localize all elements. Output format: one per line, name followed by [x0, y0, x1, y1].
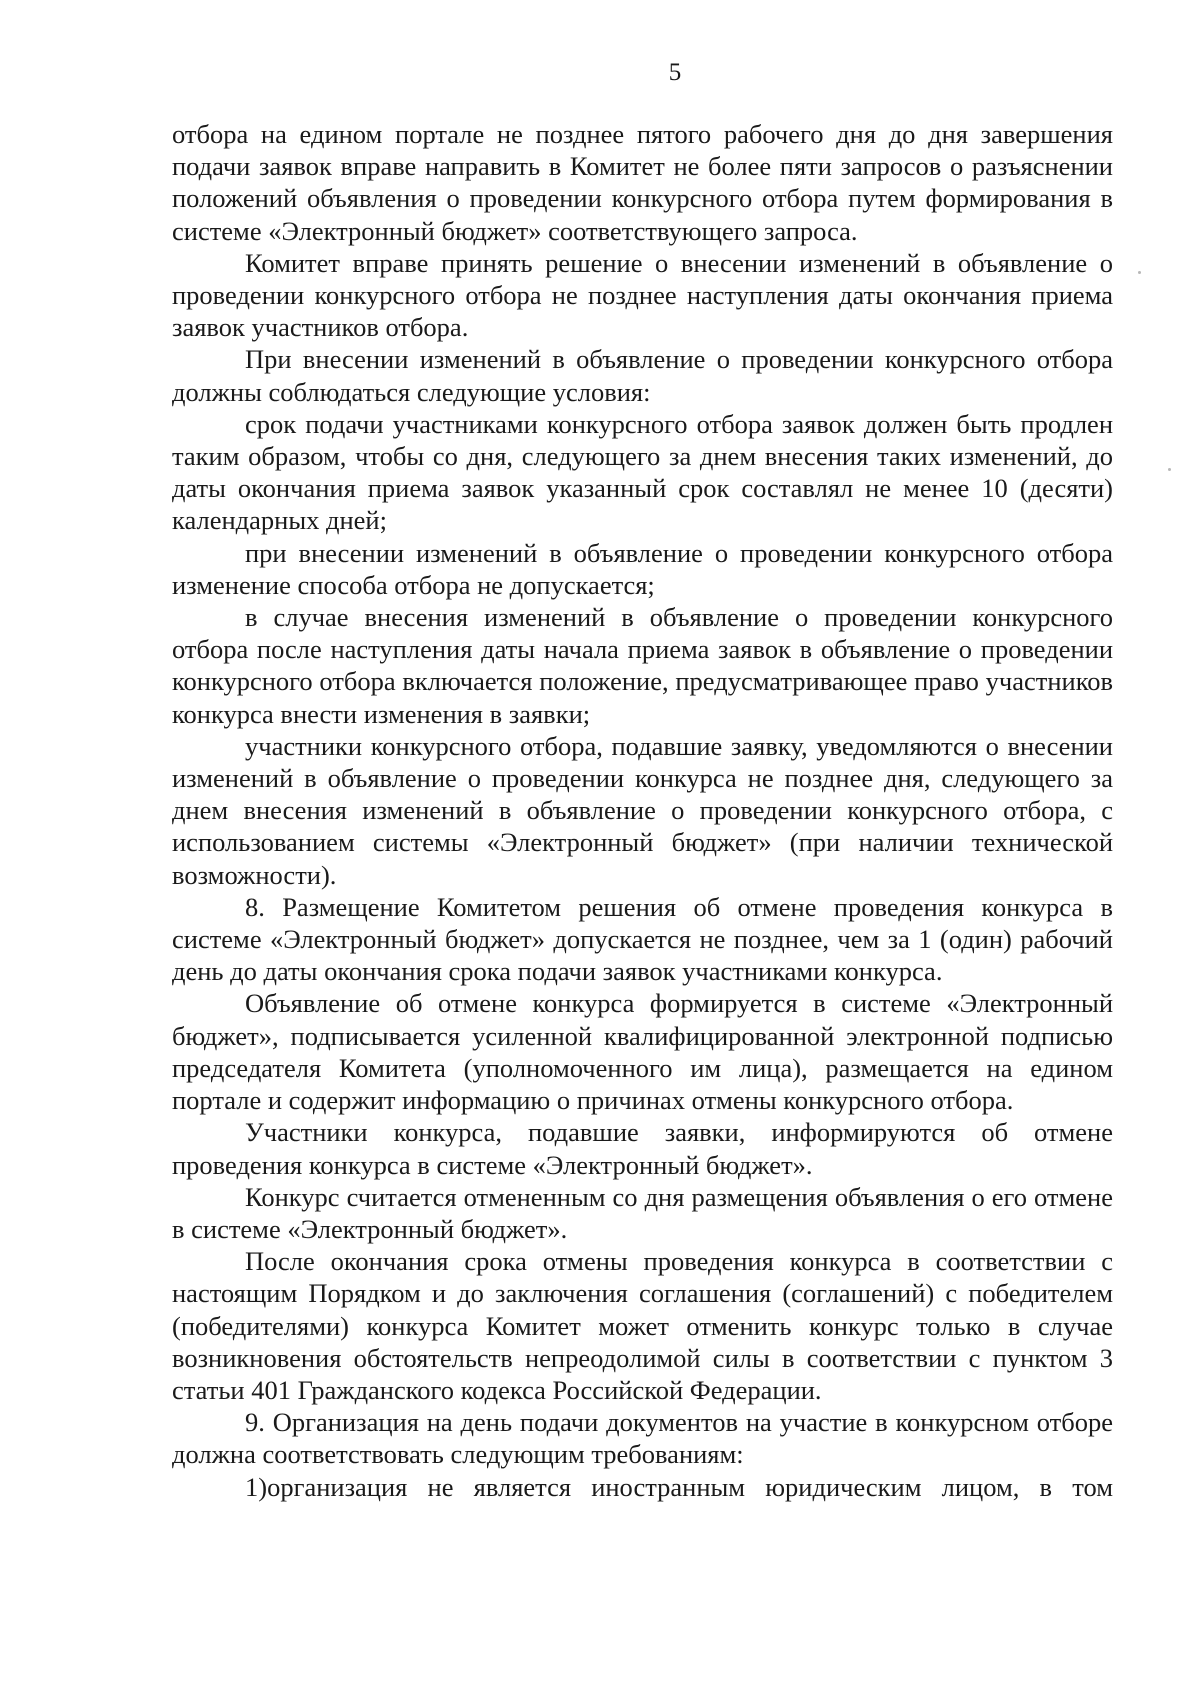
paragraph-announcement-changes: Комитет вправе принять решение о внесении изменений в объявление о проведении конкурсного отбора не позднее наступления даты окончания приема заявок участников отбора.	[172, 247, 1113, 343]
paragraph-condition-notification: участники конкурсного отбора, подавшие заявку, уведомляются о внесении изменений в объявление о проведении конкурса не позднее дня, следующего за днем внесения изменений в объявление о проведении конкурсного отбора, с использованием системы «Электронный бюджет» (при наличии технической возможности).	[172, 730, 1113, 890]
page-number: 5	[668, 59, 682, 86]
paragraph-participants-informed: Участники конкурса, подавшие заявки, информируются об отмене проведения конкурса в системе «Электронный бюджет».	[172, 1117, 1113, 1180]
scan-speck	[1168, 468, 1171, 471]
paragraph-requirement-1: 1)организация не является иностранным юридическим лицом, в том	[245, 1471, 1113, 1502]
paragraph-force-majeure: После окончания срока отмены проведения конкурса в соответствии с настоящим Порядком и до заключения соглашения (соглашений) с победителем (победителями) конкурса Комитет может отменить конкурс только в случае возникновения обстоятельств непреодолимой силы в соответствии с пунктом 3 статьи 401 Гражданского кодекса Российской Федерации.	[172, 1246, 1113, 1405]
document-body	[172, 118, 1113, 1503]
paragraph-condition-deadline: срок подачи участниками конкурсного отбора заявок должен быть продлен таким образом, чтобы со дня, следующего за днем внесения таких изменений, до даты окончания приема заявок указанный срок составлял не менее 10 (десяти) календарных дней;	[172, 408, 1113, 536]
paragraph-condition-method: при внесении изменений в объявление о проведении конкурсного отбора изменение способа отбора не допускается;	[172, 537, 1113, 600]
paragraph-change-conditions: При внесении изменений в объявление о проведении конкурсного отбора должны соблюдаться следующие условия:	[172, 344, 1113, 407]
paragraph-cancellation-announcement: Объявление об отмене конкурса формируется в системе «Электронный бюджет», подписывается усиленной квалифицированной электронной подписью председателя Комитета (уполномоченного им лица), размещается на едином портале и содержит информацию о причинах отмены конкурсного отбора.	[172, 988, 1113, 1116]
paragraph-section-9: 9. Организация на день подачи документов на участие в конкурсном отборе должна соответствовать следующим требованиям:	[172, 1407, 1113, 1470]
scan-speck	[1138, 271, 1141, 274]
paragraph-section-8: 8. Размещение Комитетом решения об отмене проведения конкурса в системе «Электронный бюджет» допускается не позднее, чем за 1 (один) рабочий день до даты окончания срока подачи заявок участниками конкурса.	[172, 891, 1113, 987]
paragraph-condition-amend-applications: в случае внесения изменений в объявление о проведении конкурсного отбора после наступления даты начала приема заявок в объявление о проведении конкурсного отбора включается положение, предусматривающее право участников конкурса внести изменения в заявки;	[172, 602, 1113, 729]
paragraph-continuation: отбора на едином портале не позднее пятого рабочего дня до дня завершения подачи заявок вправе направить в Комитет не более пяти запросов о разъяснении положений объявления о проведении конкурсного отбора путем формирования в системе «Электронный бюджет» соответствующего запроса.	[172, 119, 1113, 246]
paragraph-cancellation-effective: Конкурс считается отмененным со дня размещения объявления о его отмене в системе «Электронный бюджет».	[172, 1181, 1113, 1244]
